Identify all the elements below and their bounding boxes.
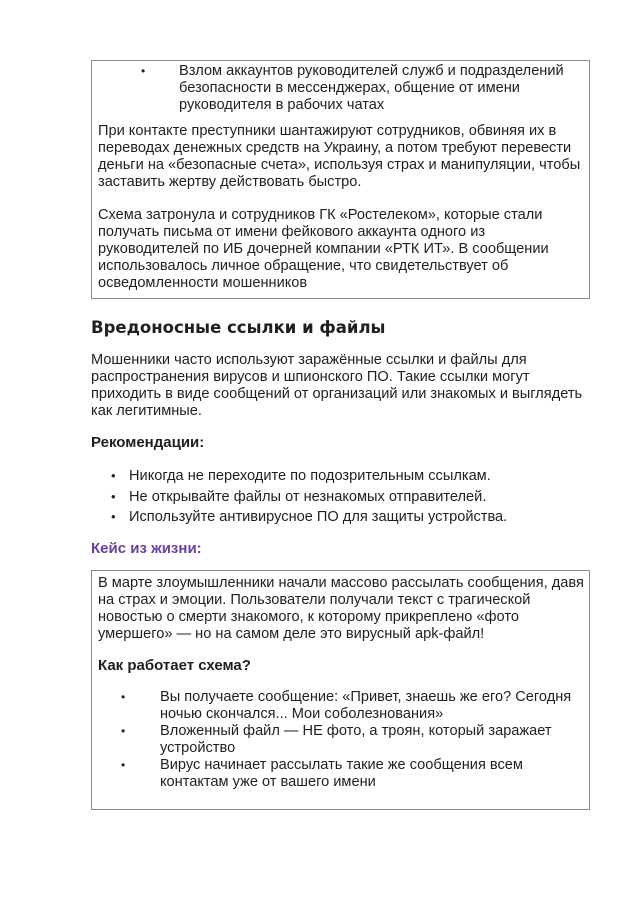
list-item: • Вирус начинает рассылать такие же сообщения всем контактам уже от вашего имени (121, 757, 523, 790)
case-title: Кейс из жизни: (91, 540, 202, 557)
list-item: • Не открывайте файлы от незнакомых отправителей. (91, 487, 591, 508)
case-box-top (91, 60, 590, 299)
list-item: • Используйте антивирусное ПО для защиты устройства. (91, 507, 591, 528)
recommendations-list (91, 466, 591, 528)
scheme-bullet-list (98, 689, 584, 791)
bullet-icon: • (111, 468, 116, 483)
rostelecom-paragraph: Схема затронула и сотрудников ГК «Ростелеком», которые стали получать письма от имени фейкового аккаунта одного из руководителей по ИБ дочерней компании «РТК ИТ». В сообщении использовалось личное обращение, что свидетельствует об осведомленности мошенников (98, 207, 549, 291)
section-title: Вредоносные ссылки и файлы (91, 318, 386, 337)
bullet-icon: • (121, 724, 126, 738)
bullet-icon: • (111, 488, 116, 504)
blackmail-paragraph: При контакте преступники шантажируют сотрудников, обвиняя их в переводах денежных средств на Украину, а потом требуют перевести деньги на «безопасные счета», используя страх и манипуляции, чтобы заставить жертву действовать быстро. (98, 123, 581, 190)
list-item: • Вложенный файл — НЕ фото, а троян, который заражает устройство (121, 723, 552, 756)
list-item: • Взлом аккаунтов руководителей служб и подразделений безопасности в мессенджерах, общение от имени руководителя в рабочих чатах (141, 63, 564, 113)
case-paragraph: В марте злоумышленники начали массово рассылать сообщения, давя на страх и эмоции. Пользователи получали текст с трагической новостью о смерти знакомого, к которому прикреплено «фото умершего» — но на самом деле это вирусный apk-файл! (98, 575, 584, 642)
section-intro: Мошенники часто используют заражённые ссылки и файлы для распространения вирусов и шпионского ПО. Такие ссылки могут приходить в виде сообщений от организаций или знакомых и выглядеть как легитимные. (91, 352, 583, 419)
bullet-icon: • (111, 509, 116, 524)
scheme-title: Как работает схема? (98, 657, 251, 674)
attack-bullet-list (98, 63, 584, 114)
bullet-icon: • (121, 758, 126, 772)
recommendations-title: Рекомендации: (91, 434, 205, 451)
list-item: • Вы получаете сообщение: «Привет, знаешь же его? Сегодня ночью скончался... Мои соболезнования» (121, 689, 572, 722)
case-box-bottom (91, 570, 590, 810)
bullet-icon: • (121, 690, 126, 704)
bullet-icon: • (141, 64, 146, 78)
list-item: • Никогда не переходите по подозрительным ссылкам. (91, 466, 591, 487)
